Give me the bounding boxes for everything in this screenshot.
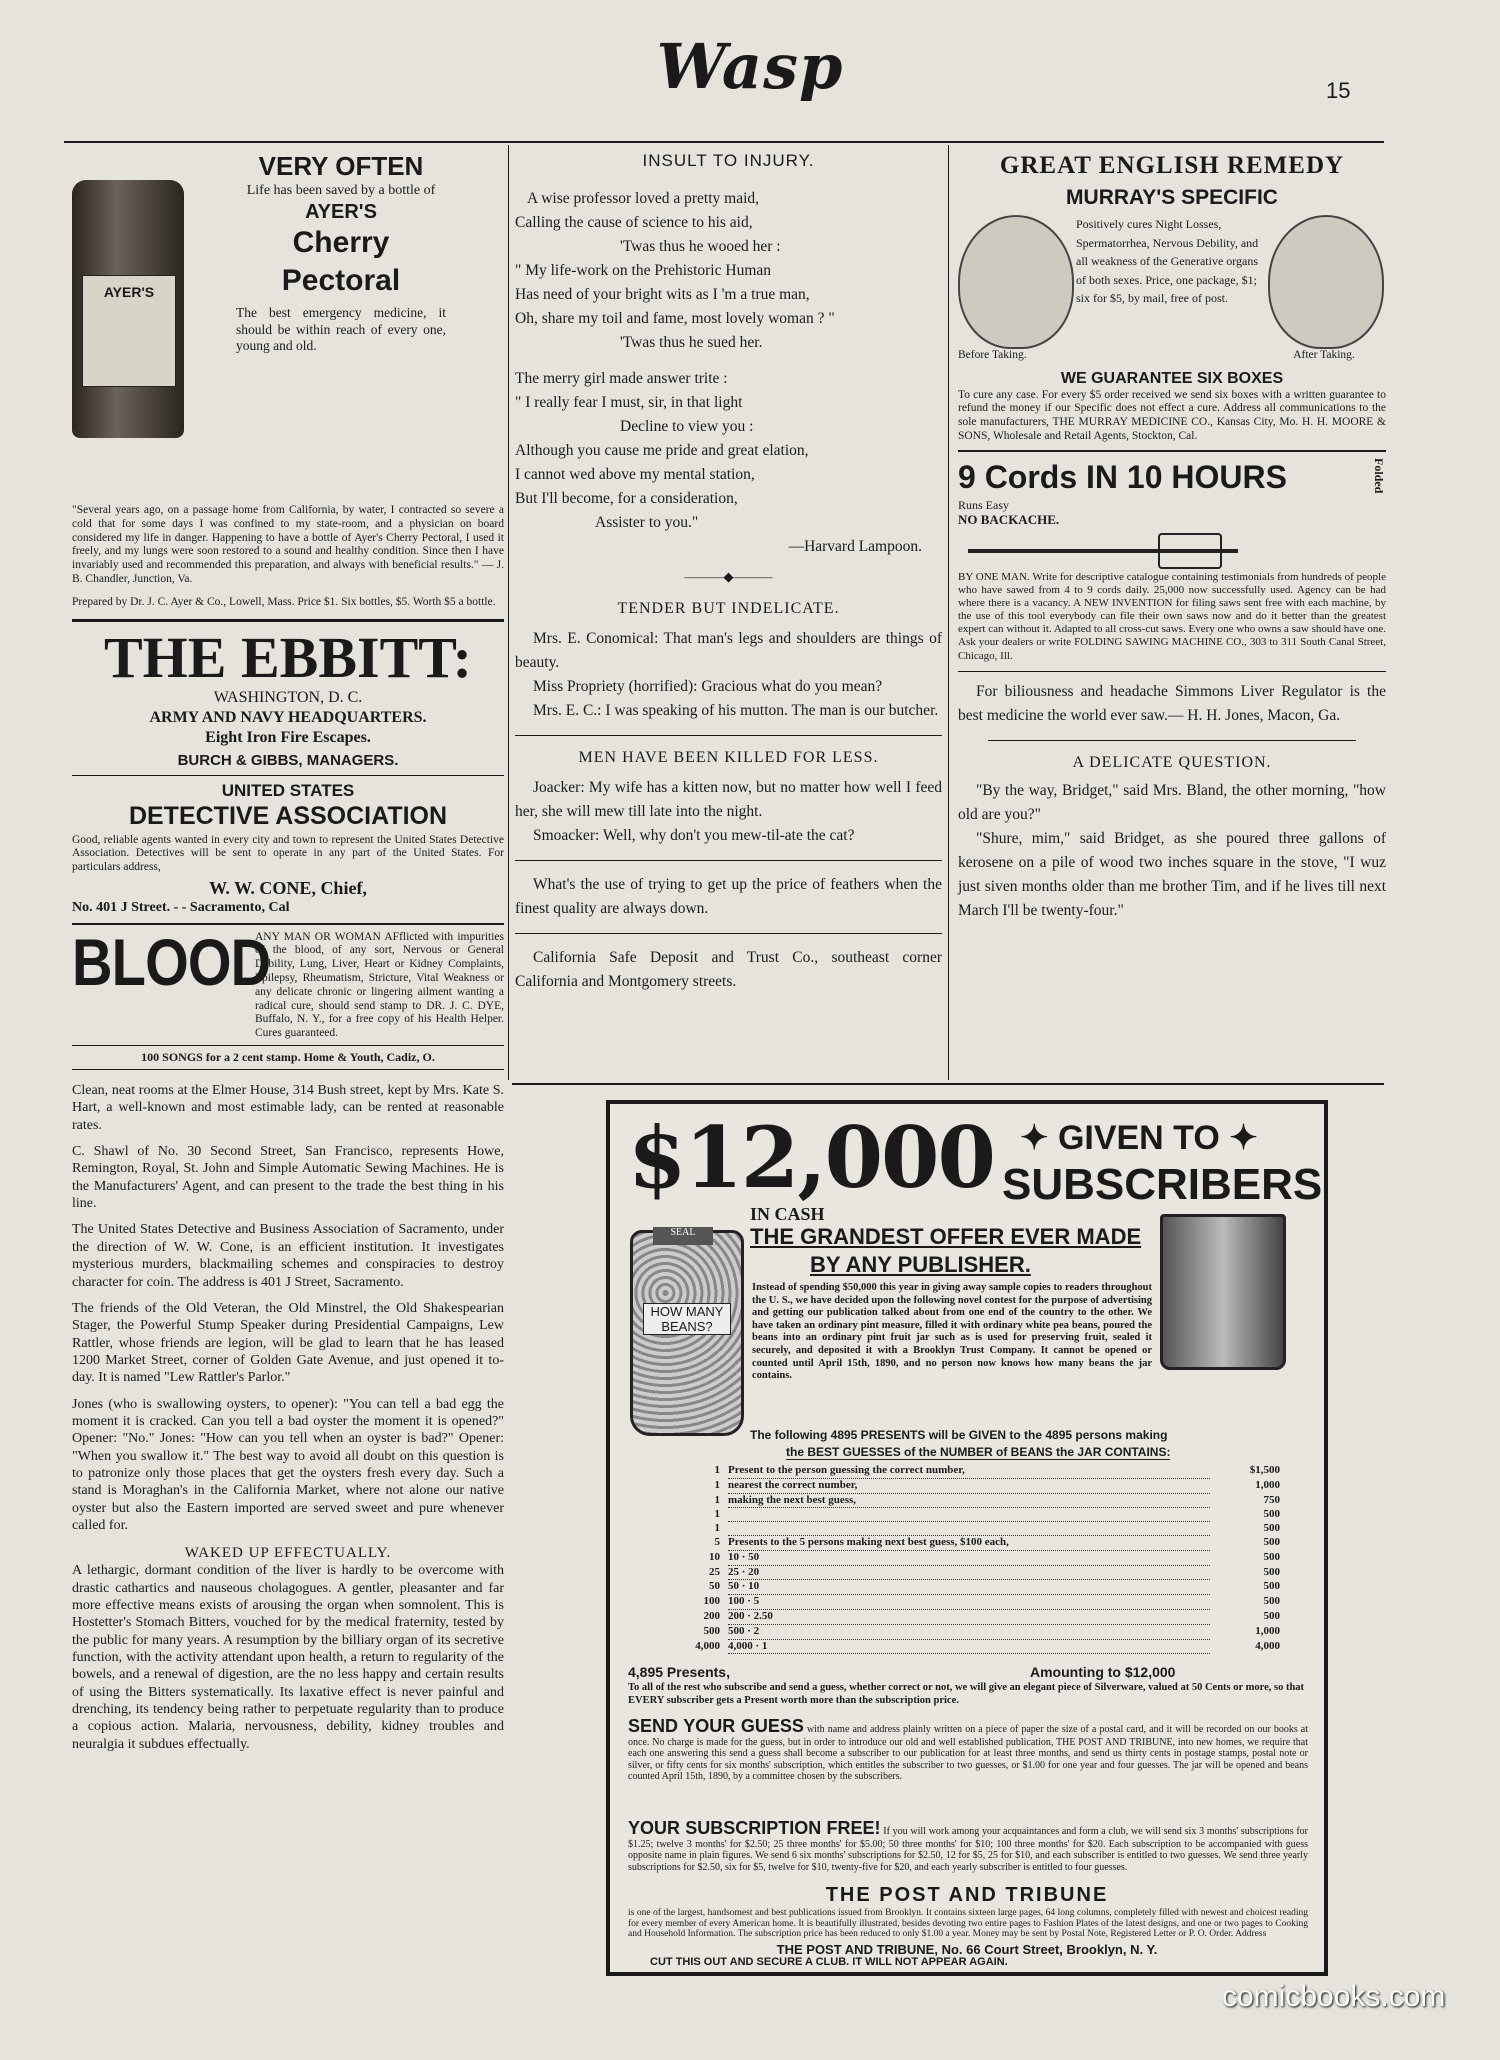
send-guess-heading: SEND YOUR GUESS — [628, 1716, 804, 1736]
tender-line: Mrs. E. Conomical: That man's legs and shoulders are things of beauty. — [515, 630, 942, 672]
ayers-headline: VERY OFTEN — [258, 151, 424, 181]
prize-count: 500 — [703, 1624, 720, 1637]
prize-desc: 50 · 10 — [728, 1580, 1210, 1595]
prize-amount-cell: 500 — [1263, 1565, 1280, 1578]
murray-head2: MURRAY'S SPECIFIC — [1066, 186, 1278, 209]
murray-head1: GREAT ENGLISH REMEDY — [999, 152, 1345, 179]
prize-desc: making the next best guess, — [728, 1494, 1210, 1509]
delicate-line: "Shure, mim," said Bridget, as she poured three gallons of kerosene on a pile of wood two inches square in the stove, "I wuz just siven months older than me brother Tim, and if he lives till next March I'll be twenty-four." — [958, 829, 1386, 919]
ebbitt-line2: Eight Iron Fire Escapes. — [205, 729, 371, 747]
column-middle — [515, 150, 942, 994]
section-rule — [512, 1083, 1384, 1085]
cords-headline: 9 Cords IN 10 HOURS — [958, 458, 1287, 495]
best-guesses: the BEST GUESSES of the NUMBER of BEANS the JAR CONTAINS: — [786, 1445, 1171, 1459]
prize-amount-cell: 4,000 — [1255, 1639, 1280, 1652]
subscription-free-section — [628, 1818, 1308, 1873]
prize-count: 200 — [703, 1609, 720, 1622]
total-amount: Amounting to $12,000 — [1030, 1664, 1176, 1680]
bean-contest-ad — [606, 1100, 1328, 1976]
prize-desc: 100 · 5 — [728, 1595, 1210, 1610]
prize-amount-cell: 500 — [1263, 1535, 1280, 1548]
waked-title: WAKED UP EFFECTUALLY. — [184, 1544, 392, 1561]
prize-desc: Present to the person guessing the correct number, — [728, 1464, 1210, 1479]
prize-count: 1 — [714, 1522, 720, 1535]
prize-row — [670, 1580, 1280, 1595]
ornament-divider: ———◆——— — [684, 569, 773, 585]
ebbitt-line1: ARMY AND NAVY HEADQUARTERS. — [149, 709, 427, 727]
murray-desc: Positively cures Night Losses, Spermatorrhea, Nervous Debility, and all weakness of the Generative organs of both sexes. Price, one package, $1; six for $5, by mail, free of post. — [1076, 217, 1259, 306]
prize-desc: 200 · 2.50 — [728, 1610, 1210, 1625]
prize-desc: 10 · 50 — [728, 1551, 1210, 1566]
bottle-icon — [72, 180, 184, 438]
bottle-label: AYER'S — [82, 275, 176, 387]
prize-count: 1 — [714, 1508, 720, 1521]
prize-count: 1 — [714, 1478, 720, 1491]
local-item-2: C. Shawl of No. 30 Second Street, San Francisco, represents Howe, Remington, Royal, St. John and Simple Automatic Sewing Machines. He is the Manufacturers' Agent, and can present to the trade the best thing in his line. — [72, 1144, 504, 1212]
murray-body: To cure any case. For every $5 order received we send six boxes with a written guarantee to refund the money if our Specific does not effect a cure. Address all communications to the sole manufacturers, THE MURRAY MEDICINE CO., Kansas City, Mo. H. H. MOORE & SONS, Wholesale and Retail Agents, Stockton, Cal. — [958, 388, 1386, 443]
ayers-footer: Prepared by Dr. J. C. Ayer & Co., Lowell, Mass. Price $1. Six bottles, $5. Worth $5 a bottle. — [72, 595, 496, 608]
after-face-icon — [1268, 215, 1384, 349]
column-left — [72, 150, 504, 1762]
in-cash: IN CASH — [750, 1204, 825, 1224]
murray-ad — [958, 215, 1386, 363]
following-presents: The following 4895 PRESENTS will be GIVEN to the 4895 persons making — [750, 1428, 1168, 1442]
subscription-free-body: If you will work among your acquaintances and form a club, we will send six 3 months' subscriptions for $1.25; twelve 3 months' for $2.50; 25 three months' for $5.00; 50 three months' for $10; 100 three months' for $20. Each subscription to be accompanied with guess opposite name in plain figures. We send 6 six months' subscriptions for $2.50, 12 for $5, 25 for $10, and each subscriber is entitled to two guesses. We send three yearly subscriptions for $2.50, six for $5, twelve for $10, twenty-five for $20, and each yearly subscriber is entitled to four guesses. — [628, 1826, 1308, 1873]
prize-row — [670, 1522, 1280, 1536]
prize-desc: 25 · 20 — [728, 1566, 1210, 1581]
subscription-free-heading: YOUR SUBSCRIPTION FREE! — [628, 1818, 881, 1838]
detective-line2: DETECTIVE ASSOCIATION — [128, 801, 448, 830]
insult-title: INSULT TO INJURY. — [642, 151, 815, 170]
jar-seal-label: SEAL — [653, 1227, 713, 1245]
prize-desc: 4,000 · 1 — [728, 1640, 1210, 1655]
post-tribune-address: THE POST AND TRIBUNE, No. 66 Court Street, Brooklyn, N. Y. — [776, 1942, 1158, 1957]
jar-label: HOW MANY BEANS? — [643, 1303, 731, 1335]
prize-amount-cell: 500 — [1263, 1609, 1280, 1622]
prize-desc — [728, 1508, 1210, 1522]
post-tribune-heading: THE POST AND TRIBUNE — [825, 1884, 1109, 1906]
contest-intro: Instead of spending $50,000 this year in giving away sample copies to readers throughout the U. S., we have decided upon the following novel contest for the purpose of advertising and getting our publication talked about from one end of the country to the other. We have taken an ordinary pint measure, filled it with ordinary white pea beans, poured the beans into an ordinary pint fruit jar such as is used for preserving fruit, sealed it securely, and deposited it with a Brooklyn Trust Company. It cannot be opened or counted until April 15th, 1890, and no person now knows how many beans the jar contains. — [752, 1282, 1152, 1382]
prize-row — [670, 1640, 1280, 1655]
header-rule — [64, 141, 1384, 143]
cords-side-label: Folded — [1372, 457, 1386, 494]
cords-ad — [958, 458, 1386, 571]
prize-amount-cell: 1,000 — [1255, 1478, 1280, 1491]
masthead-title: Wasp — [656, 30, 844, 103]
prize-row — [670, 1610, 1280, 1625]
prize-desc: 500 · 2 — [728, 1625, 1210, 1640]
saw-illustration — [958, 529, 1353, 571]
feathers-joke: What's the use of trying to get up the price of feathers when the finest quality are always down. — [515, 876, 942, 918]
prize-row — [670, 1566, 1280, 1581]
grandest-offer: THE GRANDEST OFFER EVER MADE — [750, 1224, 1142, 1249]
cords-sub1: Runs Easy — [958, 497, 1009, 512]
post-tribune-body: is one of the largest, handsomest and best publications issued from Brooklyn. It contains sixteen large pages, 64 long columns, completely filled with newest and choicest reading for every member of every American home. It is beautifully illustrated, besides devoting two entire pages to Fashion Plates of the latest designs, and one or two pages to Cooking and Household Information. The subscription price has been reduced to only $1.00 a year. Money may be sent by Postal Note, Registered Letter or P. O. Order. Address — [628, 1908, 1308, 1940]
after-label: After Taking. — [1293, 349, 1355, 362]
before-face-icon — [958, 215, 1074, 349]
songs-ad: 100 SONGS for a 2 cent stamp. Home & Youth, Cadiz, O. — [141, 1050, 435, 1065]
prize-row — [670, 1464, 1280, 1479]
insult-poem: A wise professor loved a pretty maid, Calling the cause of science to his aid, 'Twas thus he wooed her : " My life-work on the Prehistoric Human Has need of your bright wits as I 'm a true man, Oh, share my toil and fame, most lovely woman ? " 'Twas thus he sued her. The merry girl made answer trite : " I really fear I must, sir, in that light Decline to view you : Although you cause me pride and great elation, I cannot wed above my mental station, But I'll become, for a consideration, Assister to you." —Harvard Lampoon. — [515, 190, 922, 556]
cut-out-notice: CUT THIS OUT AND SECURE A CLUB. IT WILL NOT APPEAR AGAIN. — [650, 1956, 1008, 1968]
prize-count: 50 — [709, 1580, 720, 1593]
blood-ad — [72, 924, 504, 1041]
bean-jar-icon — [630, 1227, 744, 1436]
watermark: comicbooks.com — [1222, 1980, 1446, 2013]
detective-body: Good, reliable agents wanted in every city and town to represent the United States Detective Association. Detectives will be sent to operate in any part of the United States. For particulars address, — [72, 833, 504, 874]
men-title: MEN HAVE BEEN KILLED FOR LESS. — [578, 749, 879, 767]
given-to: ✦ GIVEN TO ✦ — [1020, 1119, 1258, 1157]
tender-line: Mrs. E. C.: I was speaking of his mutton. The man is our butcher. — [533, 702, 939, 720]
prize-row — [670, 1508, 1280, 1522]
prize-amount: $12,000 — [628, 1108, 994, 1207]
by-any-publisher: BY ANY PUBLISHER. — [810, 1252, 1031, 1277]
ayers-brand: AYER'S — [305, 200, 377, 223]
prize-count: 5 — [714, 1535, 720, 1548]
prize-row — [670, 1595, 1280, 1610]
local-item-4: The friends of the Old Veteran, the Old Minstrel, the Old Shakespearian Stager, the Powerful Stump Speaker during Presidential Campaigns, Lew Rattler, whose friends are legion, will be glad to learn that he has leased 1200 Market Street, corner of Golden Gate Avenue, and just opened it to-day. It is named "Lew Rattler's Parlor." — [72, 1300, 504, 1386]
ayers-intro: Life has been saved by a bottle of — [246, 183, 436, 199]
ebbitt-name: THE EBBITT: — [104, 624, 472, 690]
prize-row — [670, 1536, 1280, 1551]
safe-deposit-notice: California Safe Deposit and Trust Co., southeast corner California and Montgomery streets. — [515, 949, 942, 991]
prize-amount-cell: 750 — [1263, 1493, 1280, 1506]
ebbitt-managers: BURCH & GIBBS, MANAGERS. — [177, 751, 399, 769]
ebbitt-city: WASHINGTON, D. C. — [213, 689, 363, 707]
page-number: 15 — [1326, 78, 1351, 103]
prize-row — [670, 1551, 1280, 1566]
prize-count: 4,000 — [695, 1639, 720, 1652]
prize-amount-cell: 1,000 — [1255, 1624, 1280, 1637]
cords-sub2: NO BACKACHE. — [958, 512, 1060, 528]
pint-measure-icon — [1160, 1214, 1286, 1370]
delicate-title: A DELICATE QUESTION. — [1072, 753, 1272, 771]
local-item-3: The United States Detective and Business Association of Sacramento, under the direction of W. W. Cone, is an efficient institution. It investigates mysterious murders, blackmailing schemes and conspiracies to destroy character for coin. The address is 401 J Street, Sacramento. — [72, 1222, 504, 1290]
prize-amount-cell: 500 — [1263, 1550, 1280, 1563]
prize-amount-cell: 500 — [1263, 1508, 1280, 1521]
prize-amount-cell: 500 — [1263, 1580, 1280, 1593]
prize-desc: nearest the correct number, — [728, 1479, 1210, 1494]
tender-title: TENDER BUT INDELICATE. — [617, 600, 840, 618]
detective-address: No. 401 J Street. - - Sacramento, Cal — [72, 900, 290, 916]
prize-row — [670, 1479, 1280, 1494]
ayers-lead: The best emergency medicine, it should be within reach of every one, young and old. — [236, 304, 446, 354]
murray-guarantee: WE GUARANTEE SIX BOXES — [1060, 369, 1284, 387]
tender-line: Miss Propriety (horrified): Gracious what do you mean? — [533, 678, 883, 696]
men-line: Smoacker: Well, why don't you mew-til-ate the cat? — [533, 827, 855, 845]
column-rule-2 — [948, 145, 949, 1080]
prize-desc — [728, 1522, 1210, 1536]
men-line: Joacker: My wife has a kitten now, but no matter how well I feed her, she will mew till late into the night. — [515, 779, 942, 821]
prize-amount-cell: $1,500 — [1249, 1464, 1280, 1476]
local-item-5: Jones (who is swallowing oysters, to opener): "You can tell a bad egg the moment it is cracked. Can you tell a bad oyster the moment it is opened?" Opener: "No." Jones: "How can you tell when an oyster is bad?" Opener: "When you swallow it." The best way to avoid all doubt on this question is to patronize only those places that get the oysters fresh every day. Such a stand is Moraghan's in the California Market, where not alone our native oyster but also the Eastern imported are served sweet and pure whenever called for. — [72, 1396, 504, 1534]
simmons-ad: For biliousness and headache Simmons Liver Regulator is the best medicine the world ever saw.— H. H. Jones, Macon, Ga. — [958, 682, 1386, 724]
detective-line1: UNITED STATES — [221, 780, 355, 800]
waked-body: A lethargic, dormant condition of the liver is hardly to be overcome with drastic cathartics and nauseous cholagogues. A gentler, pleasanter and far more effective means exists of arousing the organ when somnolent. This is Hostetter's Stomach Bitters, vouched for by the medical fraternity, tested by the public for many years. A resumption by the billiary organ of its secretive function, with the activity attendant upon health, a return to regularity of the bowels, and a renewal of digestion, are the no less happy and certain results of using the Bitters systematically. Its laxative effect is never painful and drenching, its tendency being rather to perpetuate regularity than to produce a copious action. Malaria, nervousness, debility, kidney troubles and neuralgia it subdues effectually. — [72, 1563, 504, 1752]
prize-row — [670, 1494, 1280, 1509]
ayers-product: Cherry Pectoral — [281, 226, 401, 297]
prize-row — [670, 1625, 1280, 1640]
column-rule-1 — [508, 145, 509, 1080]
prize-table — [670, 1464, 1280, 1654]
prize-count: 1 — [714, 1464, 720, 1476]
silverware-note: To all of the rest who subscribe and send a guess, whether correct or not, we will give an elegant piece of Silverware, valued at 50 Cents or more, so that EVERY subscriber gets a Present worth more than the subscription price. — [628, 1682, 1305, 1706]
prize-desc: Presents to the 5 persons making next best guess, $100 each, — [728, 1536, 1210, 1551]
send-guess-body: with name and address plainly written on a piece of paper the size of a postal card, and it will be recorded on our books at once. No charge is made for the guess, but in order to introduce our old and well established publication, THE POST AND TRIBUNE, into new homes, we require that each one answering this send a guess shall become a subscriber to our publication for at least three months, and send us thirty cents in postage stamps, postal note or silver, or fifty cents for six months' subscription, which entitles the subscriber to two guesses, or $1.00 for one year and four guesses. The jar will be opened and beans counted April 15th, 1890, by a committee chosen by the subscribers. — [628, 1724, 1309, 1783]
prize-count: 1 — [714, 1493, 720, 1506]
prize-count: 10 — [709, 1550, 720, 1563]
blood-word: BLOOD — [72, 924, 271, 999]
total-presents: 4,895 Presents, — [628, 1664, 730, 1680]
prize-count: 100 — [703, 1595, 720, 1608]
column-right — [958, 150, 1386, 923]
before-label: Before Taking. — [958, 349, 1027, 362]
send-guess-section — [628, 1716, 1308, 1783]
ayers-testimonial: "Several years ago, on a passage home from California, by water, I contracted so severe a cold that for some days I was confined to my state-room, and a physician on board considered my life in danger. Happening to have a bottle of Ayer's Cherry Pectoral, I used it freely, and my lungs were soon restored to a sound and healthy condition. Since then I have invariably used and recommended this preparation, and always with beneficial results." — J. B. Chandler, Junction, Va. — [72, 504, 504, 585]
cords-body: BY ONE MAN. Write for descriptive catalogue containing testimonials from hundreds of people who have sawed from 4 to 9 cords daily. 25,000 now successfully used. Agency can be had where there is a vacancy. A NEW INVENTION for filing saws sent free with each machine, by the use of this tool everybody can file their own saws now and do it better than the greatest expert can without it. Adapted to all cross-cut saws. Every one who owns a saw should have one. Ask your dealers or write FOLDING SAWING MACHINE CO., 303 to 311 South Canal Street, Chicago, Ill. — [958, 570, 1386, 662]
prize-count: 25 — [709, 1565, 720, 1578]
detective-chief: W. W. CONE, Chief, — [209, 878, 367, 899]
subscribers-heading: SUBSCRIBERS — [1002, 1160, 1323, 1209]
local-item-1: Clean, neat rooms at the Elmer House, 314 Bush street, kept by Mrs. Kate S. Hart, a well-known and most estimable lady, can be rented at reasonable rates. — [72, 1082, 504, 1133]
prize-amount-cell: 500 — [1263, 1595, 1280, 1608]
delicate-line: "By the way, Bridget," said Mrs. Bland, the other morning, "how old are you?" — [958, 781, 1386, 823]
prize-amount-cell: 500 — [1263, 1522, 1280, 1535]
blood-text: ANY MAN OR WOMAN AFflicted with impurities of the blood, of any sort, Nervous or General Debility, Lung, Liver, Heart or Kidney Complaints, Epilepsy, Rheumatism, Stricture, Vital Weakness or any delicate chronic or lingering ailment wanting a radical cure, should send stamp to DR. J. C. DYE, Buffalo, N. Y., for a free copy of his Health Helper. Cures guaranteed. — [255, 930, 504, 1040]
